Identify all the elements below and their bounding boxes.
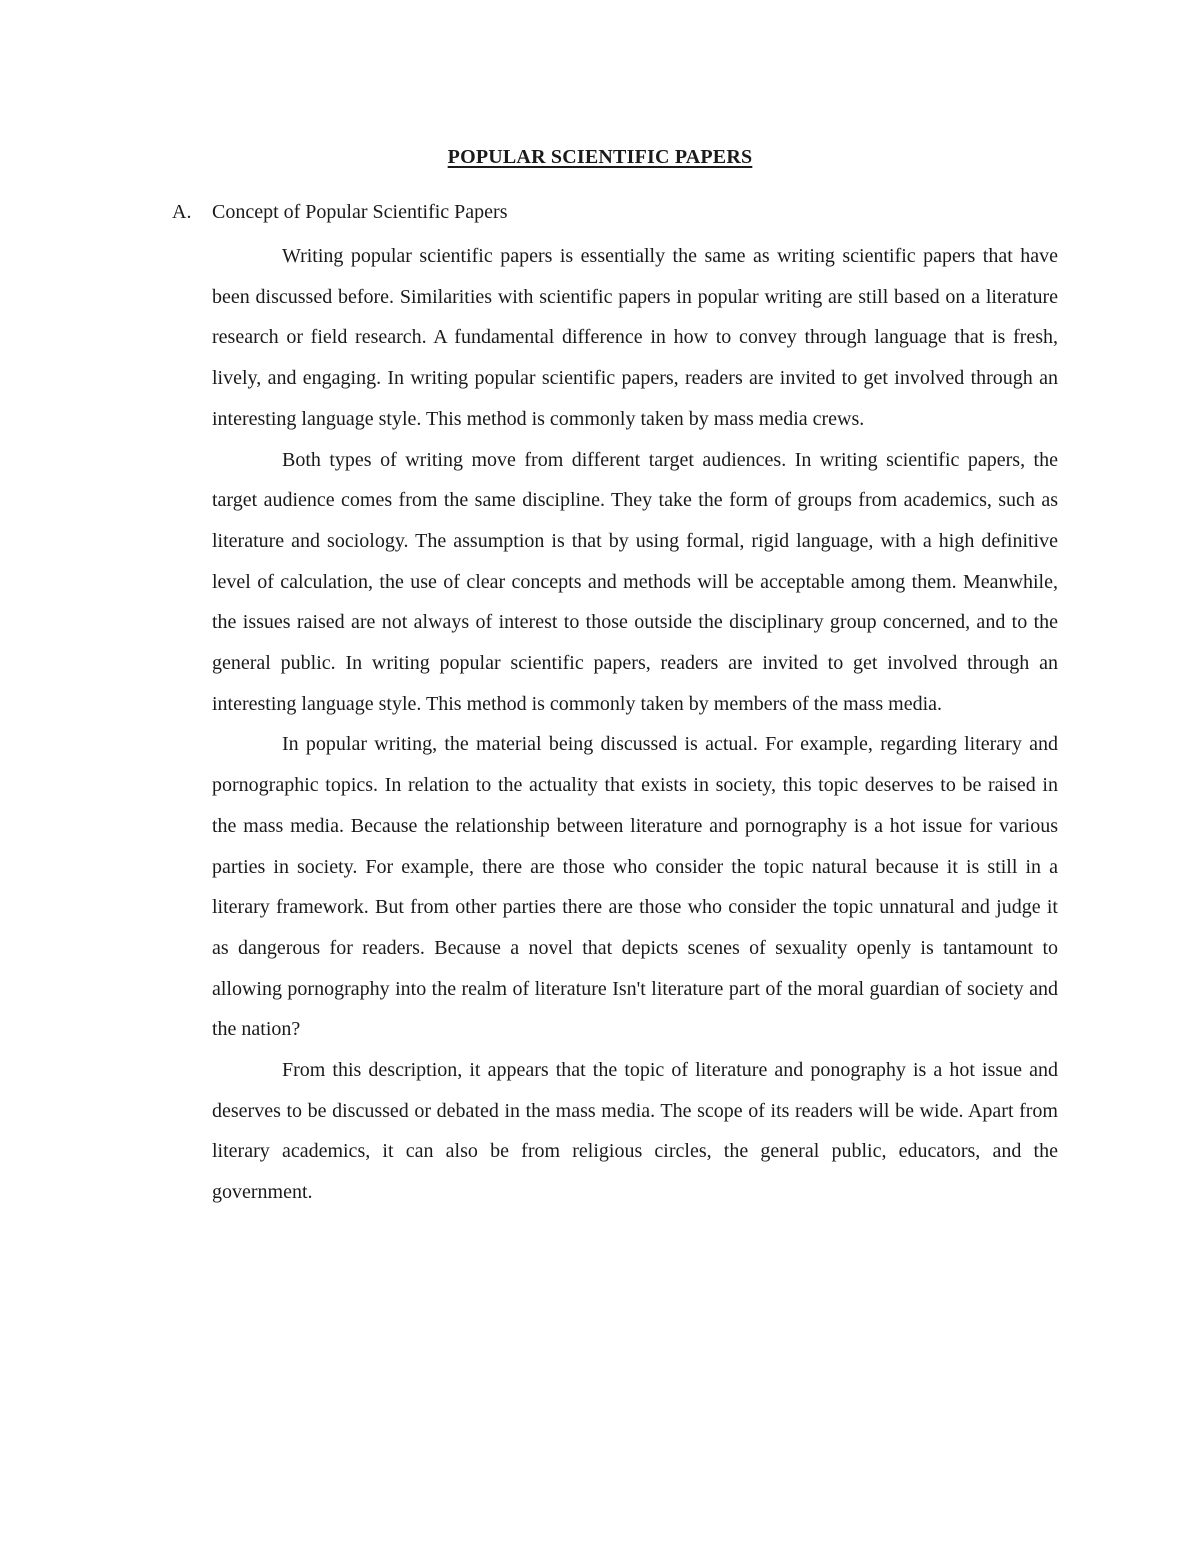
paragraph: Writing popular scientific papers is essentially the same as writing scientific papers that have been discussed before. Similarities with scientific papers in popular writing are still based on a literature research or field research. A fundamental difference in how to convey through language that is fresh, lively, and engaging. In writing popular scientific papers, readers are invited to get involved through an interesting language style. This method is commonly taken by mass media crews. <box>212 245 1058 430</box>
section-heading-text: Concept of Popular Scientific Papers <box>212 201 508 223</box>
body-text <box>212 236 1058 1213</box>
paragraph: From this description, it appears that the topic of literature and ponography is a hot issue and deserves to be discussed or debated in the mass media. The scope of its readers will be wide. Apart from literary academics, it can also be from religious circles, the general public, educators, and the government. <box>212 1059 1058 1204</box>
section-heading <box>172 198 508 226</box>
document-title: POPULAR SCIENTIFIC PAPERS <box>447 146 753 168</box>
paragraph: Both types of writing move from different target audiences. In writing scientific papers, the target audience comes from the same discipline. They take the form of groups from academics, such as literature and sociology. The assumption is that by using formal, rigid language, with a high definitive level of calculation, the use of clear concepts and methods will be acceptable among them. Meanwhile, the issues raised are not always of interest to those outside the disciplinary group concerned, and to the general public. In writing popular scientific papers, readers are invited to get involved through an interesting language style. This method is commonly taken by members of the mass media. <box>212 448 1058 715</box>
section-marker: A. <box>172 201 192 223</box>
paragraph: In popular writing, the material being discussed is actual. For example, regarding literary and pornographic topics. In relation to the actuality that exists in society, this topic deserves to be raised in the mass media. Because the relationship between literature and pornography is a hot issue for various parties in society. For example, there are those who consider the topic natural because it is still in a literary framework. But from other parties there are those who consider the topic unnatural and judge it as dangerous for readers. Because a novel that depicts scenes of sexuality openly is tantamount to allowing pornography into the realm of literature Isn't literature part of the moral guardian of society and the nation? <box>212 733 1058 1041</box>
